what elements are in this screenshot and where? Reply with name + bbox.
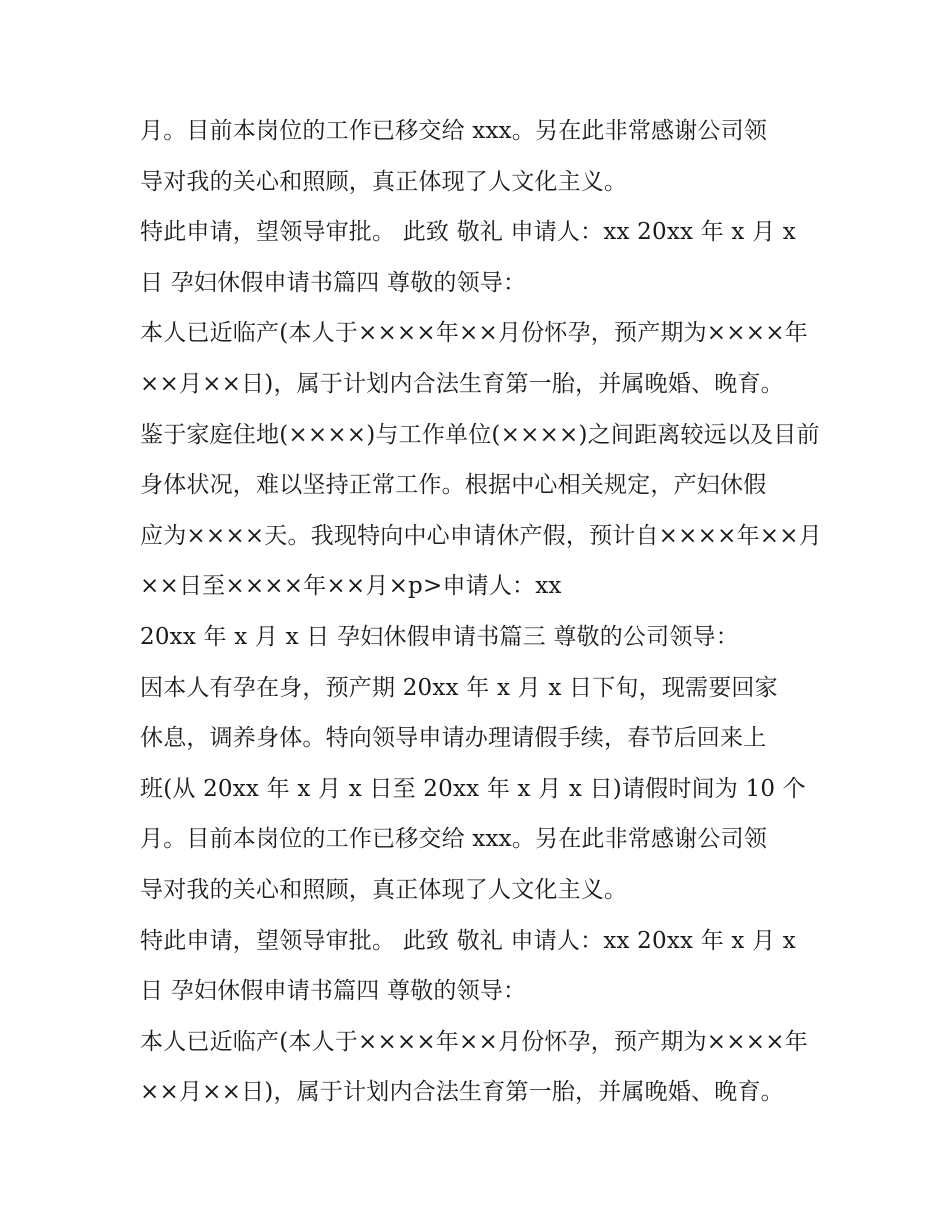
text-line: 特此申请，望领导审批。 此致 敬礼 申请人：xx 20xx 年 x 月 x bbox=[140, 219, 796, 246]
text-line: 月。目前本岗位的工作已移交给 xxx。另在此非常感谢公司领 bbox=[140, 118, 768, 144]
text-line: 因本人有孕在身，预产期 20xx 年 x 月 x 日下旬，现需要回家 bbox=[140, 674, 778, 701]
text-line: ××月××日)，属于计划内合法生育第一胎，并属晚婚、晚育。 bbox=[140, 370, 784, 397]
text-line: 导对我的关心和照顾，真正体现了人文化主义。 bbox=[140, 168, 628, 195]
text-line: ××月××日)，属于计划内合法生育第一胎，并属晚婚、晚育。 bbox=[140, 1079, 784, 1106]
text-line: 导对我的关心和照顾，真正体现了人文化主义。 bbox=[140, 876, 628, 903]
text-line: 特此申请，望领导审批。 此致 敬礼 申请人：xx 20xx 年 x 月 x bbox=[140, 927, 796, 954]
text-line: 班(从 20xx 年 x 月 x 日至 20xx 年 x 月 x 日)请假时间为 10 个 bbox=[140, 775, 806, 802]
text-line: 身体状况，难以坚持正常工作。根据中心相关规定，产妇休假 bbox=[140, 472, 767, 499]
text-line: 休息，调养身体。特向领导申请办理请假手续，春节后回来上 bbox=[140, 725, 767, 752]
text-line: 鉴于家庭住地(××××)与工作单位(××××)之间距离较远以及目前 bbox=[140, 421, 820, 448]
text-line: 月。目前本岗位的工作已移交给 xxx。另在此非常感谢公司领 bbox=[140, 826, 768, 853]
text-line: 本人已近临产(本人于××××年××月份怀孕，预产期为××××年 bbox=[140, 1028, 808, 1055]
text-line: 应为××××天。我现特向中心申请休产假，预计自××××年××月 bbox=[140, 522, 822, 549]
text-line: ××日至××××年××月×p>申请人：xx bbox=[140, 573, 562, 600]
document-text-body bbox=[140, 106, 820, 1118]
text-line: 日 孕妇休假申请书篇四 尊敬的领导： bbox=[140, 978, 527, 1005]
text-line: 日 孕妇休假申请书篇四 尊敬的领导： bbox=[140, 269, 527, 296]
text-line: 20xx 年 x 月 x 日 孕妇休假申请书篇三 尊敬的公司领导： bbox=[140, 623, 739, 650]
text-line: 本人已近临产(本人于××××年××月份怀孕，预产期为××××年 bbox=[140, 320, 808, 347]
